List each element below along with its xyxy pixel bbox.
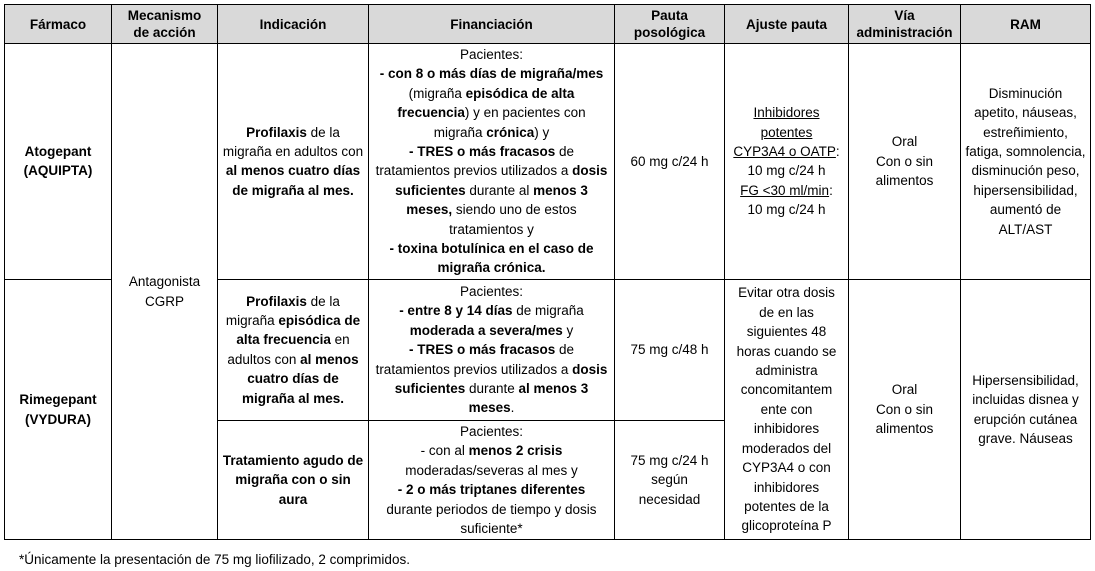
drug-comparison-table bbox=[4, 4, 1091, 540]
indicacion-rimegepant-profilaxis: Profilaxis de la migraña episódica de alta frecuencia en adultos con al menos cuatro días de migraña al mes. bbox=[218, 279, 369, 420]
ram-rimegepant: Hipersensibilidad, incluidas disnea y erupción cutánea grave. Náuseas bbox=[961, 279, 1091, 539]
indicacion-rimegepant-agudo: Tratamiento agudo de migraña con o sin aura bbox=[218, 420, 369, 539]
pauta-rimegepant-agudo: 75 mg c/24 h según necesidad bbox=[615, 420, 725, 539]
via-rimegepant: Oral Con o sin alimentos bbox=[849, 279, 961, 539]
indicacion-atogepant: Profilaxis de la migraña en adultos con al menos cuatro días de migraña al mes. bbox=[218, 44, 369, 280]
table-row-atogepant bbox=[5, 44, 1091, 280]
financiacion-atogepant: Pacientes: - con 8 o más días de migraña/mes (migraña episódica de alta frecuencia) y en pacientes con migraña crónica) y - TRES o más fracasos de tratamientos previos utilizados a dosis suficientes durante al menos 3 meses, siendo uno de estos tratamientos y - toxina botulínica en el caso de migraña crónica. bbox=[369, 44, 615, 280]
mecanismo-cell: Antagonista CGRP bbox=[112, 44, 218, 540]
drug-name-atogepant: Atogepant (AQUIPTA) bbox=[5, 44, 112, 280]
ram-atogepant: Disminución apetito, náuseas, estreñimiento, fatiga, somnolencia, disminución peso, hipersensibilidad, aumentó de ALT/AST bbox=[961, 44, 1091, 280]
header-mecanismo: Mecanismo de acción bbox=[112, 5, 218, 44]
footnote: *Únicamente la presentación de 75 mg liofilizado, 2 comprimidos. bbox=[19, 552, 410, 567]
header-ram: RAM bbox=[961, 5, 1091, 44]
header-via: Vía administración bbox=[849, 5, 961, 44]
header-indicacion: Indicación bbox=[218, 5, 369, 44]
pauta-rimegepant-profilaxis: 75 mg c/48 h bbox=[615, 279, 725, 420]
header-financiacion: Financiación bbox=[369, 5, 615, 44]
via-atogepant: Oral Con o sin alimentos bbox=[849, 44, 961, 280]
ajuste-rimegepant: Evitar otra dosis de en las siguientes 48 horas cuando se administra concomitantem ente con inhibidores moderados del CYP3A4 o con inhibidores potentes de la glicoproteína P bbox=[725, 279, 849, 539]
header-pauta: Pauta posológica bbox=[615, 5, 725, 44]
ajuste-atogepant: Inhibidores potentes CYP3A4 o OATP: 10 mg c/24 h FG <30 ml/min: 10 mg c/24 h bbox=[725, 44, 849, 280]
drug-name-rimegepant: Rimegepant (VYDURA) bbox=[5, 279, 112, 539]
pauta-atogepant: 60 mg c/24 h bbox=[615, 44, 725, 280]
financiacion-rimegepant-profilaxis: Pacientes: - entre 8 y 14 días de migraña moderada a severa/mes y - TRES o más fracasos de tratamientos previos utilizados a dosis suficientes durante al menos 3 meses. bbox=[369, 279, 615, 420]
financiacion-rimegepant-agudo: Pacientes: - con al menos 2 crisis moderadas/severas al mes y - 2 o más triptanes diferentes durante periodos de tiempo y dosis suficiente* bbox=[369, 420, 615, 539]
header-ajuste: Ajuste pauta bbox=[725, 5, 849, 44]
header-row bbox=[5, 5, 1091, 44]
header-farmaco: Fármaco bbox=[5, 5, 112, 44]
